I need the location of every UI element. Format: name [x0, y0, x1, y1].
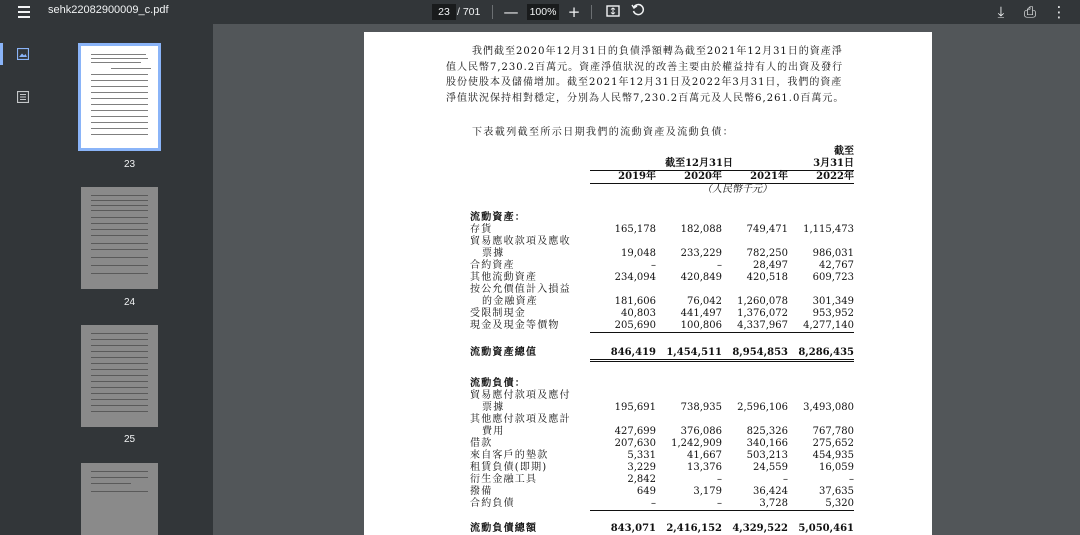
page-total: / 701 [457, 6, 481, 18]
menu-icon[interactable] [12, 3, 36, 21]
asset-row [470, 224, 854, 236]
cell-value: 4,337,967 [737, 320, 788, 331]
asset-row [470, 284, 854, 296]
asset-row [470, 260, 854, 272]
cell-value [722, 284, 788, 296]
cell-value: 767,780 [812, 426, 854, 437]
cell-value: 205,690 [614, 320, 656, 331]
cell-value [656, 236, 722, 248]
cell-value: 420,849 [680, 272, 722, 283]
total-value: 8,286,435 [788, 347, 854, 361]
cell-value: 986,031 [812, 248, 854, 259]
row-label: 現金及現金等價物 [470, 320, 560, 332]
cell-value: 182,088 [680, 224, 722, 235]
row-label: 借款 [470, 438, 493, 449]
cell-value: 3,728 [759, 498, 788, 509]
cell-value: 5,331 [627, 450, 656, 461]
cell-value [656, 390, 722, 402]
cell-value [656, 414, 722, 426]
table-intro: 下表載列截至所示日期我們的流動資產及流動負債： [472, 127, 735, 138]
liability-row [470, 438, 854, 450]
cell-value: 441,497 [680, 308, 722, 319]
row-label: 費用 [482, 426, 505, 437]
cell-value: 41,667 [687, 450, 722, 461]
page-thumbnail[interactable] [81, 463, 158, 535]
total-value: 8,954,853 [722, 347, 788, 361]
thumbnail-panel [46, 24, 213, 535]
cell-value: 165,178 [614, 224, 656, 235]
row-label: 衍生金融工具 [470, 474, 538, 485]
cell-value: 1,242,909 [671, 438, 722, 449]
total-value: 846,419 [590, 347, 656, 361]
cell-value: – [651, 498, 656, 509]
cell-value: 953,952 [812, 308, 854, 319]
cell-value: 2,842 [627, 474, 656, 485]
cell-value: 3,179 [693, 486, 722, 497]
cell-value [590, 414, 656, 426]
toolbar-divider [492, 5, 493, 19]
download-icon[interactable]: ⤓ [997, 3, 1005, 21]
unit-label: （人民幣千元） [702, 184, 772, 195]
section-heading: 流動資產： [470, 212, 526, 223]
asset-row [470, 272, 854, 284]
row-label: 按公允價值計入損益 [470, 284, 571, 295]
cell-value: 376,086 [680, 426, 722, 437]
cell-value: 1,376,072 [737, 308, 788, 319]
print-icon[interactable]: ⎙ [1023, 3, 1036, 21]
cell-value [590, 284, 656, 296]
liability-row [470, 390, 854, 402]
cell-value: 1,115,473 [803, 224, 854, 235]
thumbnail-label: 23 [123, 159, 136, 170]
cell-value [788, 236, 854, 248]
row-label: 受限制現金 [470, 308, 526, 319]
cell-value: 207,630 [614, 438, 656, 449]
rotate-icon[interactable] [628, 3, 648, 21]
row-label: 其他應付款項及應計 [470, 414, 571, 425]
outline-view-icon[interactable] [0, 84, 46, 110]
cell-value: 234,094 [614, 272, 656, 283]
zoom-out-button[interactable]: — [503, 3, 519, 21]
liability-row [470, 450, 854, 462]
cell-value: 749,471 [746, 224, 788, 235]
cell-value: 19,048 [621, 248, 656, 259]
row-label: 貿易應收款項及應收 [470, 236, 571, 247]
row-label: 來自客戶的墊款 [470, 450, 549, 461]
cell-value: 100,806 [680, 320, 722, 331]
thumbnail-label: 25 [123, 434, 136, 445]
total-value: 843,071 [610, 522, 656, 534]
fit-page-icon[interactable] [603, 3, 623, 21]
cell-value: 24,559 [753, 462, 788, 473]
column-header: 3月31日 [813, 158, 854, 169]
cell-value: 609,723 [812, 272, 854, 283]
liability-row [470, 498, 854, 511]
cell-value: 825,326 [746, 426, 788, 437]
cell-value [788, 390, 854, 402]
asset-row [470, 248, 854, 260]
liability-row [470, 402, 854, 414]
body-paragraph: 我們截至2020年12月31日的負債淨額轉為截至2021年12月31日的資產淨值人民幣7,230.2百萬元。資產淨值狀況的改善主要由於權益持有人的出資及發行股份使股本及儲備增加。截至2021年12月31日及2022年3月31日，我們的資產淨值狀況保持相對穩定，分別為人民幣7,230.2百萬元及人民幣6,261.0百萬元。 [446, 46, 845, 104]
year-header: 2021年 [722, 171, 788, 184]
column-header: 截至 [834, 146, 854, 157]
cell-value: 782,250 [746, 248, 788, 259]
page-thumbnail[interactable] [81, 325, 158, 427]
asset-row [470, 308, 854, 320]
year-header: 2022年 [788, 171, 854, 184]
cell-value: – [717, 498, 722, 509]
cell-value: 301,349 [812, 296, 854, 307]
row-label: 合約負債 [470, 498, 515, 510]
liability-row [470, 486, 854, 498]
row-label: 合約資產 [470, 260, 515, 271]
cell-value: – [717, 474, 722, 485]
cell-value: 40,803 [621, 308, 656, 319]
cell-value: 195,691 [614, 402, 656, 413]
page-thumbnail[interactable] [81, 187, 158, 289]
cell-value: 4,277,140 [803, 320, 854, 331]
cell-value: – [783, 474, 788, 485]
cell-value: 275,652 [812, 438, 854, 449]
row-label: 其他流動資產 [470, 272, 538, 283]
toolbar-divider [591, 5, 592, 19]
cell-value: – [849, 474, 854, 485]
cell-value: 37,635 [819, 486, 854, 497]
total-label: 流動資產總值 [470, 347, 538, 359]
liability-row [470, 474, 854, 486]
zoom-in-button[interactable]: + [567, 3, 581, 21]
cell-value [722, 414, 788, 426]
liability-row [470, 462, 854, 474]
page-number-input[interactable]: 23 [432, 4, 456, 20]
cell-value [590, 236, 656, 248]
page-thumbnail[interactable] [81, 46, 158, 148]
asset-row [470, 320, 854, 333]
row-label: 貿易應付款項及應付 [470, 390, 571, 401]
thumbnail-view-icon[interactable] [0, 41, 46, 67]
thumbnail-label: 24 [123, 297, 136, 308]
total-value: 1,454,511 [656, 347, 722, 361]
section-heading: 流動負債： [470, 378, 526, 389]
liability-row [470, 426, 854, 438]
cell-value [656, 284, 722, 296]
row-label: 撥備 [470, 486, 493, 497]
column-header: 截至12月31日 [665, 158, 733, 169]
cell-value [722, 236, 788, 248]
cell-value: 738,935 [680, 402, 722, 413]
cell-value [590, 390, 656, 402]
row-label: 票據 [482, 248, 505, 259]
sidebar [0, 24, 46, 535]
row-label: 租賃負債(即期) [470, 462, 548, 473]
pdf-toolbar [0, 0, 1080, 24]
more-actions-icon[interactable]: ⋮ [1051, 3, 1067, 21]
cell-value: 420,518 [746, 272, 788, 283]
total-value: 5,050,461 [798, 522, 854, 534]
cell-value: 233,229 [680, 248, 722, 259]
cell-value [788, 284, 854, 296]
row-label: 存貨 [470, 224, 493, 235]
file-name: sehk22082900009_c.pdf [48, 4, 169, 16]
pdf-page [364, 32, 932, 535]
year-header: 2020年 [656, 171, 722, 184]
asset-row [470, 296, 854, 308]
total-value: 4,329,522 [732, 522, 788, 534]
cell-value: 5,320 [825, 498, 854, 509]
total-label: 流動負債總額 [470, 522, 538, 534]
cell-value: – [717, 260, 722, 271]
cell-value: 16,059 [819, 462, 854, 473]
cell-value [788, 414, 854, 426]
cell-value [722, 390, 788, 402]
row-label: 票據 [482, 402, 505, 413]
document-viewer[interactable] [213, 24, 1080, 535]
liability-row [470, 414, 854, 426]
cell-value: 42,767 [819, 260, 854, 271]
cell-value: – [651, 260, 656, 271]
asset-row [470, 236, 854, 248]
cell-value: 427,699 [614, 426, 656, 437]
cell-value: 649 [636, 486, 656, 497]
year-header: 2019年 [590, 171, 656, 184]
total-value: 2,416,152 [666, 522, 722, 534]
cell-value: 503,213 [746, 450, 788, 461]
cell-value: 28,497 [753, 260, 788, 271]
current-assets-liabilities-table [470, 146, 854, 535]
cell-value: 3,493,080 [803, 402, 854, 413]
cell-value: 340,166 [746, 438, 788, 449]
cell-value: 76,042 [687, 296, 722, 307]
cell-value: 454,935 [812, 450, 854, 461]
cell-value: 1,260,078 [737, 296, 788, 307]
cell-value: 3,229 [627, 462, 656, 473]
cell-value: 13,376 [687, 462, 722, 473]
cell-value: 181,606 [614, 296, 656, 307]
row-label: 的金融資產 [482, 296, 538, 307]
zoom-level-input[interactable]: 100% [527, 4, 559, 20]
cell-value: 36,424 [753, 486, 788, 497]
cell-value: 2,596,106 [737, 402, 788, 413]
